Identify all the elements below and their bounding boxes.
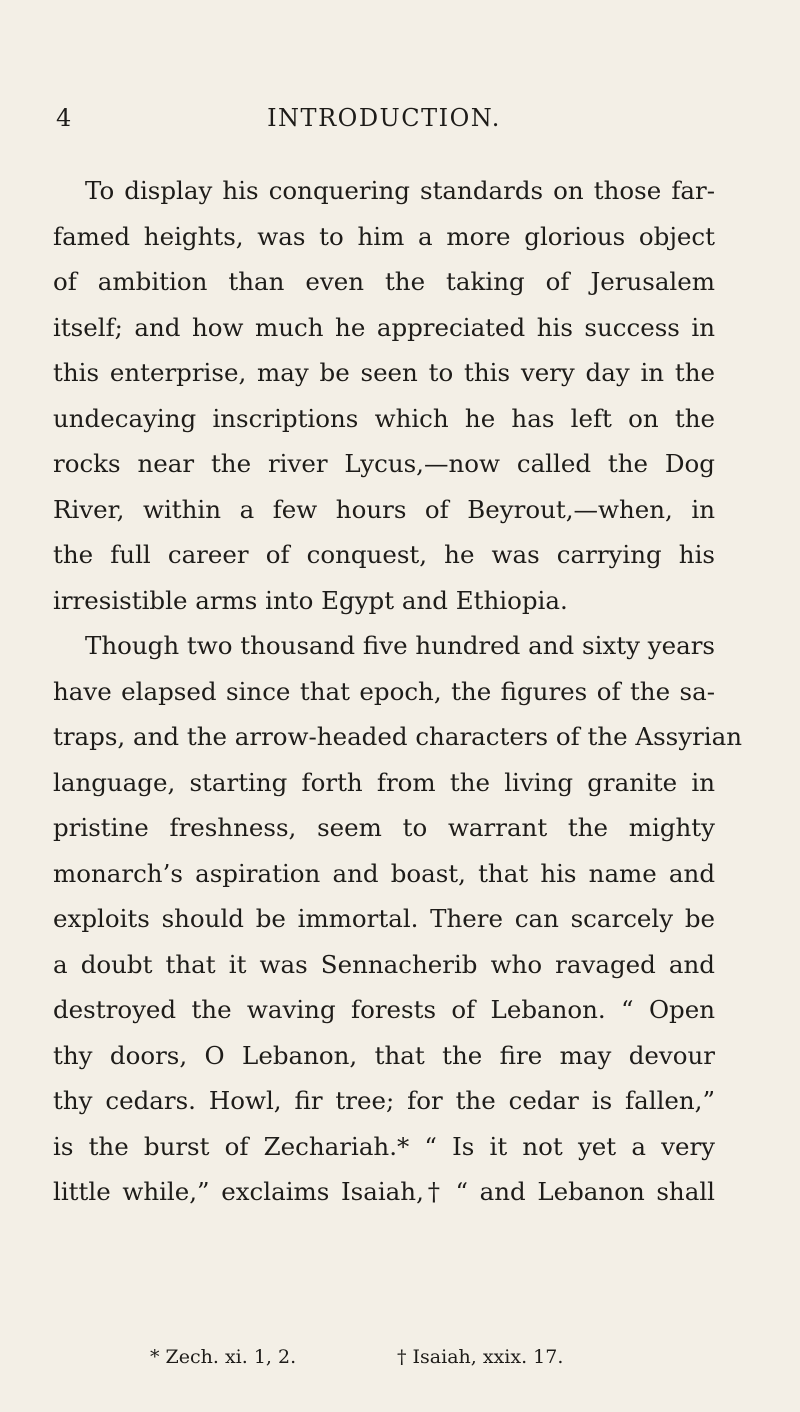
page-number: 4 bbox=[56, 104, 73, 132]
text-line: itself; and how much he appreciated his success in bbox=[53, 312, 715, 342]
text-line: is the burst of Zechariah.* “ Is it not yet a very bbox=[53, 1131, 715, 1161]
text-line: little while,” exclaims Isaiah,† “ and Lebanon shall bbox=[53, 1177, 715, 1206]
text-line: Though two thousand five hundred and sixty years bbox=[85, 631, 715, 660]
text-line: thy doors, O Lebanon, that the fire may devour bbox=[53, 1040, 715, 1070]
text-line: irresistible arms into Egypt and Ethiopia. bbox=[53, 585, 568, 615]
text-line: pristine freshness, seem to warrant the mighty bbox=[53, 813, 715, 842]
text-line: undecaying inscriptions which he has left on the bbox=[53, 403, 715, 433]
text-line: traps, and the arrow-headed characters of the Assyrian bbox=[53, 722, 743, 751]
body-text bbox=[53, 168, 743, 1215]
running-title: INTRODUCTION. bbox=[267, 104, 501, 132]
page-header bbox=[56, 104, 712, 144]
footnote-isaiah: † Isaiah, xxix. 17. bbox=[397, 1346, 564, 1368]
text-line: of ambition than even the taking of Jerusalem bbox=[53, 267, 715, 296]
text-line: the full career of conquest, he was carrying his bbox=[53, 540, 715, 569]
text-line: a doubt that it was Sennacherib who ravaged and bbox=[53, 949, 715, 979]
text-line: monarch’s aspiration and boast, that his name and bbox=[53, 858, 715, 888]
text-line: have elapsed since that epoch, the figures of the sa- bbox=[53, 676, 715, 706]
text-line: this enterprise, may be seen to this very day in the bbox=[53, 358, 715, 387]
text-line: famed heights, was to him a more glorious object bbox=[53, 221, 715, 251]
text-line: thy cedars. Howl, fir tree; for the cedar is fallen,” bbox=[53, 1086, 715, 1115]
text-line: exploits should be immortal. There can scarcely be bbox=[53, 904, 715, 933]
text-line: language, starting forth from the living granite in bbox=[53, 767, 715, 797]
text-line: destroyed the waving forests of Lebanon. “ Open bbox=[53, 995, 715, 1024]
text-line: River, within a few hours of Beyrout,—when, in bbox=[53, 494, 715, 524]
text-line: To display his conquering standards on those far- bbox=[85, 176, 715, 205]
footnote-zechariah: * Zech. xi. 1, 2. bbox=[150, 1346, 297, 1368]
text-line: rocks near the river Lycus,—now called the Dog bbox=[53, 449, 715, 478]
